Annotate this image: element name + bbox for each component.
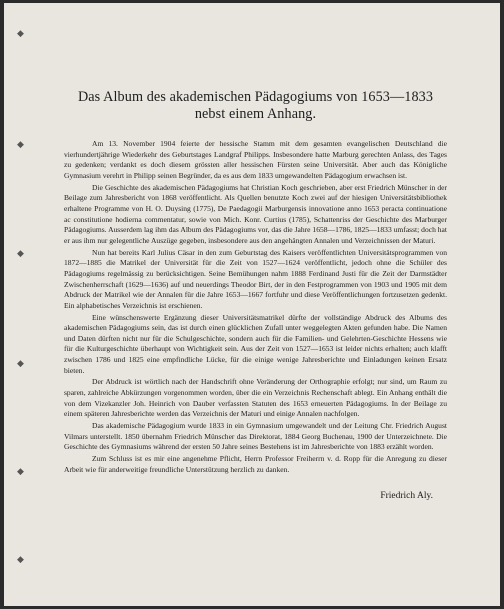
paragraph: Die Geschichte des akademischen Pädagogiums hat Christian Koch geschrieben, aber erst Friedrich Münscher in der Beilage zum Jahresbericht von 1868 veröffentlicht. Als Quellen benutzte Koch zwei auf der hiesigen Universitätsbibliothek erhaltene Programme von H. O. Duysing (1775), De Paedagogii Marburgensis innovatione anno 1653 peracta continuatione ac constitutione hodierna commentatur, sowie von Mich. Konr. Curtius (1785), Schattenriss der Geschichte des Marburger Pädagogiums. Ausserdem lag ihm das Album des Pädagogiums vor, das die Jahre 1658—1786, 1825—1833 umfasst; doch hat er aus ihm nur gelegentliche Auszüge gegeben, insbesondere aus den angehängten Annalen und Verzeichnissen der Maturi. (64, 182, 447, 245)
binding-hole-mark: ◆ (17, 555, 24, 565)
binding-hole-mark: ◆ (17, 29, 24, 39)
paragraph-list (64, 139, 447, 475)
paragraph: Zum Schluss ist es mir eine angenehme Pflicht, Herrn Professor Freiherrn v. d. Ropp für die Anregung zu dieser Arbeit wie für anderweitige freundliche Unterstützung herzlich zu danken. (64, 454, 447, 474)
binding-hole-mark: ◆ (17, 359, 24, 369)
title-line-1: Das Album des akademischen Pädagogiums von 1653—1833 (77, 89, 434, 105)
paragraph: Am 13. November 1904 feierte der hessische Stamm mit dem gesamten evangelischen Deutschland die vierhundertjährige Wiederkehr des Geburtstages Landgraf Philipps. Insbesondere hatte Marburg gerechten Anlass, des Tages zu gedenken; verdankt es doch diesem grössten aller hessischen Fürsten seine Universität. Aber auch das Königliche Gymnasium verehrt in Philipp seinen Begründer, da es aus dem 1833 umgewandelten Pädagogium erwachsen ist. (64, 139, 447, 180)
document-page (4, 3, 500, 606)
title-line-2: nebst einem Anhang. (194, 106, 317, 122)
binding-hole-mark: ◆ (17, 140, 24, 150)
binding-hole-mark: ◆ (17, 249, 24, 259)
paragraph: Nun hat bereits Karl Julius Cäsar in den zum Geburtstag des Kaisers veröffentlichten Universitätsprogrammen von 1872—1885 die Matrikel der Universität für die Zeit von 1527—1624 veröffentlicht, jedoch ohne die Schüler des Pädagogiums regelmässig zu berücksichtigen. Seine Bemühungen nahm 1888 Ferdinand Justi für die Zeit der Darmstädter Zwischenherrschaft (1629—1636) auf und neuerdings Theodor Birt, der in den Festprogrammen von 1903 und 1905 mit dem Abdruck der Matrikel wie der Annalen für die Jahre 1653—1667 fortfuhr und diese Veröffentlichungen fortzusetzen gedenkt. Ein alphabetisches Verzeichnis ist erschienen. (64, 247, 447, 310)
binding-hole-mark: ◆ (17, 467, 24, 477)
paragraph: Eine wünschenswerte Ergänzung dieser Universitätsmatrikel dürfte der vollständige Abdruck des Albums des akademischen Pädagogiums sein, das ist durch einen glücklichen Zufall unter weggelegten Akten gefunden habe. Die Namen und Daten dürften nicht nur für die Schulgeschichte, sondern auch für die Familien- und Gelehrten-Geschichte Hessens wie für die Kulturgeschichte überhaupt von Wichtigkeit sein. Aus der Zeit von 1527—1653 ist leider nichts erhalten; auch klafft zwischen 1786 und 1825 eine empfindliche Lücke, für die einige wenige Jahresberichte und Einladungen keinen Ersatz bieten. (64, 312, 447, 375)
paragraph: Das akademische Pädagogium wurde 1833 in ein Gymnasium umgewandelt und der Leitung Chr. Friedrich August Vilmars unterstellt. 1850 übernahm Friedrich Münscher das Direktorat, 1884 Georg Buchenau, 1900 der Unterzeichnete. Die Geschichte des Gymnasiums während der ersten 50 Jahre seines Bestehens ist im Jahresberichte von 1883 erzählt worden. (64, 421, 447, 452)
document-body (64, 89, 447, 501)
paragraph: Der Abdruck ist wörtlich nach der Handschrift ohne Veränderung der Orthographie erfolgt; nur sind, um Raum zu sparen, zahlreiche Abkürzungen vorgenommen worden, über die ein Verzeichnis Rechenschaft ablegt. Ein Anhang enthält die von dem Vizekanzler Joh. Heinrich von Dauber verfassten Statuten des 1653 erneuerten Pädagogiums. In der Beilage zu einem späteren Jahresberichte werden das Verzeichnis der Maturi und einige Annalen nachfolgen. (64, 377, 447, 419)
document-title (64, 89, 447, 123)
signature: Friedrich Aly. (380, 491, 433, 502)
